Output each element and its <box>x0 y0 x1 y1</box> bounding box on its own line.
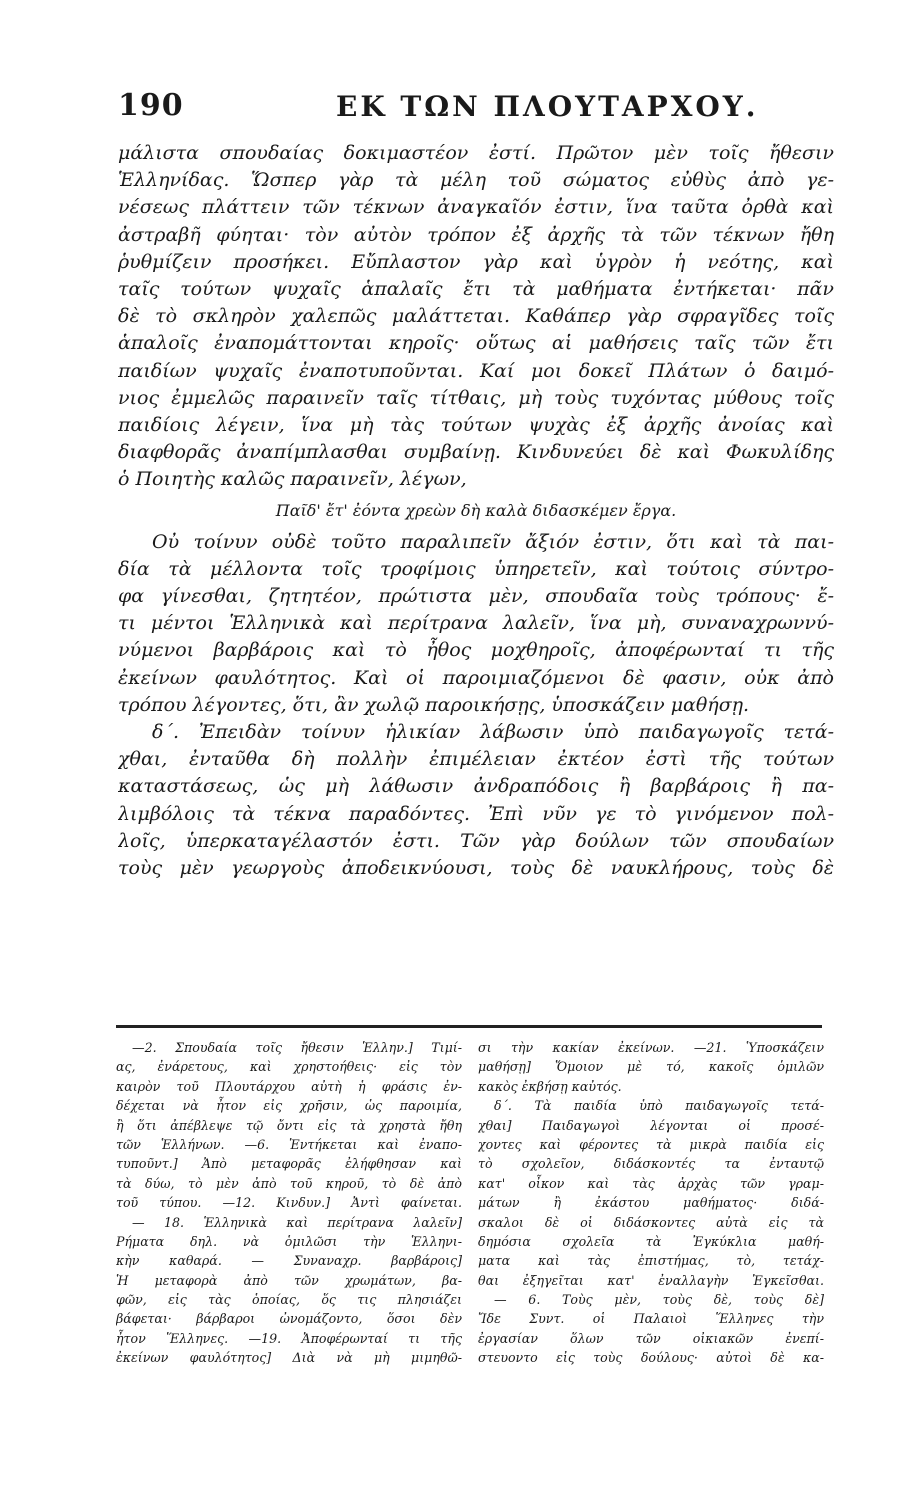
footnote-line: μάτων ἢ ἐκάστου μαθήματος· διδά- <box>478 1195 824 1211</box>
footnote-line: ἦτον Ἕλληνες. —19. Ἀποφέρωνταί τι τῆς <box>116 1330 462 1346</box>
text-line: νύμενοι βαρβάροις καὶ τὸ ἦθος μοχθηροῖς, ἀποφέρωνταί τι τῆς <box>118 639 834 662</box>
footnote-line: ἐργασίαν ὅλων τῶν οἰκιακῶν ἐνεπί- <box>478 1330 824 1346</box>
text-line: τοὺς μὲν γεωργοὺς ἀποδεικνύουσι, τοὺς δὲ ναυκλήρους, τοὺς δὲ <box>118 856 834 879</box>
footnote-line: ἐκείνων φαυλότητος] Διὰ νὰ μὴ μιμηθῶ- <box>116 1350 462 1366</box>
footnote-line: ἢ ὅτι ἀπέβλεψε τῷ ὄντι εἰς τὰ χρηστὰ ἤθη <box>116 1117 462 1133</box>
page-number: 190 <box>118 88 184 123</box>
text-line: φα γίνεσθαι, ζητητέον, πρώτιστα μὲν, σπουδαῖα τοὺς τρόπους· ἔ- <box>118 585 834 607</box>
footnote-line: Ἴδε Συντ. οἱ Παλαιοὶ Ἕλληνες τὴν <box>478 1311 824 1327</box>
text-line: χθαι, ἐνταῦθα δὴ πολλὴν ἐπιμέλειαν ἐκτέον ἐστὶ τῆς τούτων <box>118 748 834 771</box>
text-line: ἐκείνων φαυλότητος. Καὶ οἱ παροιμιαζόμενοι δὲ φασιν, οὐκ ἀπὸ <box>118 666 834 689</box>
text-line: καταστάσεως, ὡς μὴ λάθωσιν ἀνδραπόδοις ἢ βαρβάροις ἢ πα- <box>118 775 834 798</box>
footnote-line: — 6. Τοὺς μὲν, τοὺς δὲ, τοὺς δὲ] <box>494 1292 824 1308</box>
footnote-line: τὸ σχολεῖον, διδάσκοντές τα ἐνταυτῷ <box>478 1156 824 1172</box>
text-line: νέσεως πλάττειν τῶν τέκνων ἀναγκαῖόν ἐστιν, ἵνα ταῦτα ὀρθὰ καὶ <box>118 196 834 219</box>
footnote-line: σι τὴν κακίαν ἐκείνων. —21. Ὑποσκάζειν <box>478 1040 824 1055</box>
text-line: νιος ἐμμελῶς παραινεῖν ταῖς τίτθαις, μὴ τοὺς τυχόντας μύθους τοῖς <box>118 386 834 409</box>
text-line: ἁπαλοῖς ἐναπομάττονται κηροῖς· οὕτως αἱ μαθήσεις ταῖς τῶν ἔτι <box>118 332 834 355</box>
footnotes-left-column <box>116 1038 462 1368</box>
text-line: τι μέντοι Ἑλληνικὰ καὶ περίτρανα λαλεῖν, ἵνα μὴ, συναναχρωννύ- <box>118 612 834 635</box>
text-line: διαφθορᾶς ἀναπίμπλασθαι συμβαίνῃ. Κινδυνεύει δὲ καὶ Φωκυλίδης <box>118 441 834 464</box>
text-line: τρόπου λέγοντες, ὅτι, ἂν χωλῷ παροικήσῃς, ὑποσκάζειν μαθήσῃ. <box>118 693 750 716</box>
footnotes-right-column <box>478 1038 824 1368</box>
footnote-line: στευοντο εἰς τοὺς δούλους· αὐτοὶ δὲ κα- <box>478 1350 824 1366</box>
footnote-line: σκαλοι δὲ οἱ διδάσκοντες αὐτὰ εἰς τὰ <box>478 1214 824 1230</box>
footnote-line: τῶν Ἑλλήνων. —6. Ἐντήκεται καὶ ἐναπο- <box>116 1136 462 1152</box>
footnote-line: κατ' οἶκον καὶ τὰς ἀρχὰς τῶν γραμ- <box>478 1175 824 1191</box>
text-line: λιμβόλοις τὰ τέκνα παραδόντες. Ἐπὶ νῦν γε τὸ γινόμενον πολ- <box>118 802 834 825</box>
footnote-line: —2. Σπουδαία τοῖς ἤθεσιν Ἑλλην.] Τιμί- <box>132 1040 462 1055</box>
footnote-line: ματα καὶ τὰς ἐπιστήμας, τὸ, τετάχ- <box>478 1253 824 1269</box>
footnote-line: κὴν καθαρά. — Συναναχρ. βαρβάροις] <box>116 1253 462 1269</box>
footnote-line: μαθήσῃ] Ὅμοιον μὲ τό, κακοῖς ὁμιλῶν <box>478 1059 824 1075</box>
page-header <box>118 88 838 128</box>
footnote-line: Ἡ μεταφορὰ ἀπὸ τῶν χρωμάτων, βα- <box>116 1272 462 1288</box>
verse-quote: Παῖδ' ἔτ' ἐόντα χρεὼν δὴ καλὰ διδασκέμεν ἔργα. <box>275 501 677 521</box>
text-line: δία τὰ μέλλοντα τοῖς τροφίμοις ὑπηρετεῖν, καὶ τούτοις σύντρο- <box>118 557 834 580</box>
text-line: δὲ τὸ σκληρὸν χαλεπῶς μαλάττεται. Καθάπερ γὰρ σφραγῖδες τοῖς <box>118 305 834 328</box>
footnote-line: τὰ δύω, τὸ μὲν ἀπὸ τοῦ κηροῦ, τὸ δὲ ἀπὸ <box>116 1175 462 1191</box>
text-line: ταῖς τούτων ψυχαῖς ἁπαλαῖς ἔτι τὰ μαθήματα ἐντήκεται· πᾶν <box>118 277 834 300</box>
footnote-line: — 18. Ἑλληνικὰ καὶ περίτρανα λαλεῖν] <box>132 1214 462 1230</box>
footnote-line: φῶν, εἰς τὰς ὁποίας, ὅς τις πλησιάζει <box>116 1292 462 1308</box>
main-text <box>118 140 834 882</box>
text-line: παιδίων ψυχαῖς ἐναποτυποῦνται. Καί μοι δοκεῖ Πλάτων ὁ δαιμό- <box>118 359 834 382</box>
footnote-line: χοντες καὶ φέροντες τὰ μικρὰ παιδία εἰς <box>478 1136 824 1152</box>
footnote-line: κακὸς ἐκβήσῃ καὐτός. <box>478 1078 622 1094</box>
running-title: ΕΚ ΤΩΝ ΠΛΟΥΤΑΡΧΟΥ. <box>336 90 759 123</box>
text-line: ὁ Ποιητὴς καλῶς παραινεῖν, λέγων, <box>118 468 467 491</box>
footnote-line: βάφεται· βάρβαροι ὠνομάζοντο, ὅσοι δὲν <box>116 1311 462 1327</box>
text-line: παιδίοις λέγειν, ἵνα μὴ τὰς τούτων ψυχὰς ἐξ ἀρχῆς ἀνοίας καὶ <box>118 413 834 436</box>
section-start-line: δ΄. Ἐπειδὰν τοίνυν ἡλικίαν λάβωσιν ὑπὸ παιδαγωγοῖς τετά- <box>152 720 834 743</box>
text-line: ῥυθμίζειν προσήκει. Εὔπλαστον γὰρ καὶ ὑγρὸν ἡ νεότης, καὶ <box>118 250 834 273</box>
text-line: Ἑλληνίδας. Ὥσπερ γὰρ τὰ μέλη τοῦ σώματος εὐθὺς ἀπὸ γε- <box>118 169 834 192</box>
footnote-line: καιρὸν τοῦ Πλουτάρχου αὐτὴ ἡ φράσις ἐν- <box>116 1078 462 1094</box>
footnote-line: χθαι] Παιδαγωγοὶ λέγονται οἱ προσέ- <box>478 1117 824 1133</box>
footnote-line: ας, ἐνάρετους, καὶ χρηστοήθεις· εἰς τὸν <box>116 1059 462 1075</box>
text-line: μάλιστα σπουδαίας δοκιμαστέον ἐστί. Πρῶτον μὲν τοῖς ἤθεσιν <box>118 142 834 164</box>
footnote-divider <box>116 1025 822 1028</box>
footnote-line: θαι ἐξηγεῖται κατ' ἐναλλαγὴν Ἐγκεῖσθαι. <box>478 1272 824 1288</box>
footnote-line: δ΄. Τὰ παιδία ὑπὸ παιδαγωγοῖς τετά- <box>494 1098 824 1114</box>
text-line: ἀστραβῆ φύηται· τὸν αὐτὸν τρόπον ἐξ ἀρχῆς τὰ τῶν τέκνων ἤθη <box>118 223 834 246</box>
text-line: λοῖς, ὑπερκαταγέλαστόν ἐστι. Τῶν γὰρ δούλων τῶν σπουδαίων <box>118 829 834 852</box>
footnote-line: τυποῦντ.] Ἀπὸ μεταφορᾶς ἐλήφθησαν καὶ <box>116 1156 462 1172</box>
footnote-line: τοῦ τύπου. —12. Κινδυν.] Ἀντὶ φαίνεται. <box>116 1195 462 1211</box>
text-line: Οὐ τοίνυν οὐδὲ τοῦτο παραλιπεῖν ἄξιόν ἐστιν, ὅτι καὶ τὰ παι- <box>152 530 834 553</box>
footnote-line: δημόσια σχολεῖα τὰ Ἐγκύκλια μαθή- <box>478 1233 824 1249</box>
footnote-line: δέχεται νὰ ἦτον εἰς χρῆσιν, ὡς παροιμία, <box>116 1098 462 1114</box>
footnote-line: Ρήματα δηλ. νὰ ὁμιλῶσι τὴν Ἑλληνι- <box>116 1233 462 1249</box>
